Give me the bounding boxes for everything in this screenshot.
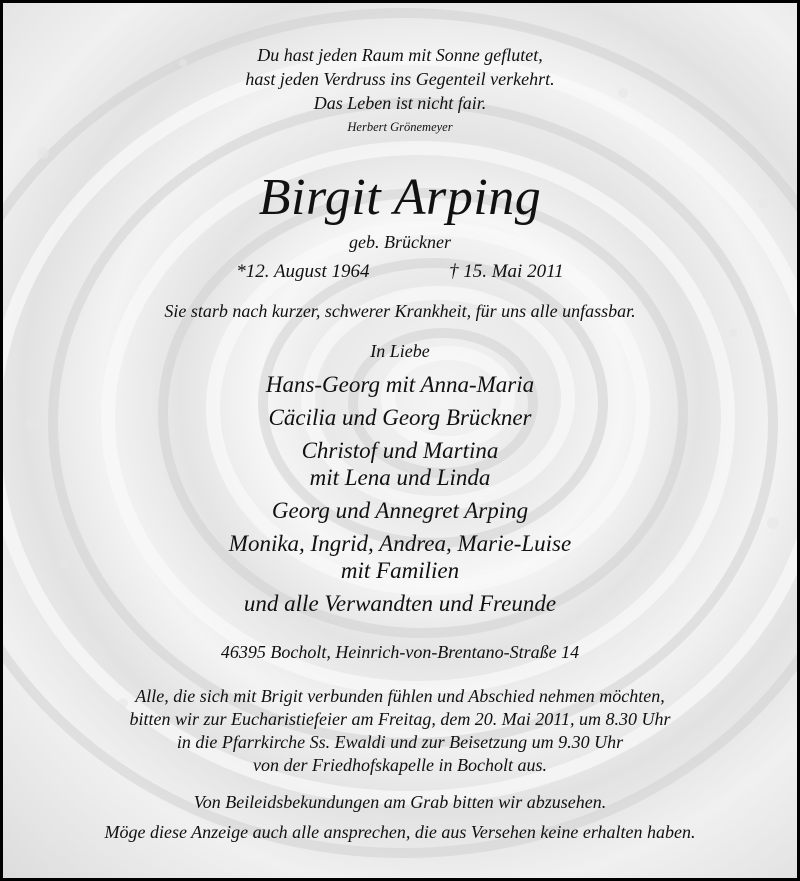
mourner-line: Hans-Georg mit Anna-Maria [265,372,535,397]
quote-line-1: Du hast jeden Raum mit Sonne geflutet, [257,45,543,65]
mourner-line: und alle Verwandten und Freunde [243,591,557,616]
closing-note: Möge diese Anzeige auch alle ansprechen, die aus Versehen keine erhalten haben. [104,822,696,842]
mourner-line: Monika, Ingrid, Andrea, Marie-Luise [228,531,572,556]
quote-line-2: hast jeden Verdruss ins Gegenteil verkehrt. [245,69,555,89]
quote-line-3: Das Leben ist nicht fair. [313,93,487,113]
birth-date: *12. August 1964 [236,261,370,282]
family-address: 46395 Bocholt, Heinrich-von-Brentano-Straße 14 [220,642,580,662]
mourner-line: Cäcilia und Georg Brückner [268,405,532,430]
death-date: † 15. Mai 2011 [448,261,564,282]
service-line: bitten wir zur Eucharistiefeier am Freitag, dem 20. Mai 2011, um 8.30 Uhr [129,709,671,729]
in-love-label: In Liebe [370,341,430,361]
mourner-line: mit Familien [340,558,460,583]
service-line: Alle, die sich mit Brigit verbunden fühlen und Abschied nehmen möchten, [135,686,665,706]
mourner-line: Georg und Annegret Arping [271,498,529,523]
mourner-line: mit Lena und Linda [309,465,491,490]
deceased-name: Birgit Arping [258,169,542,226]
death-statement: Sie starb nach kurzer, schwerer Krankheit, für uns alle unfassbar. [164,301,636,321]
life-dates [3,261,797,283]
condolence-note: Von Beileidsbekundungen am Grab bitten wir abzusehen. [193,792,607,812]
service-line: in die Pfarrkirche Ss. Ewaldi und zur Beisetzung um 9.30 Uhr [176,732,624,752]
mourner-line: Christof und Martina [301,438,499,463]
service-line: von der Friedhofskapelle in Bocholt aus. [253,755,547,775]
quote-author: Herbert Grönemeyer [347,120,453,134]
maiden-name: geb. Brückner [349,232,451,252]
notice-text [3,3,797,878]
